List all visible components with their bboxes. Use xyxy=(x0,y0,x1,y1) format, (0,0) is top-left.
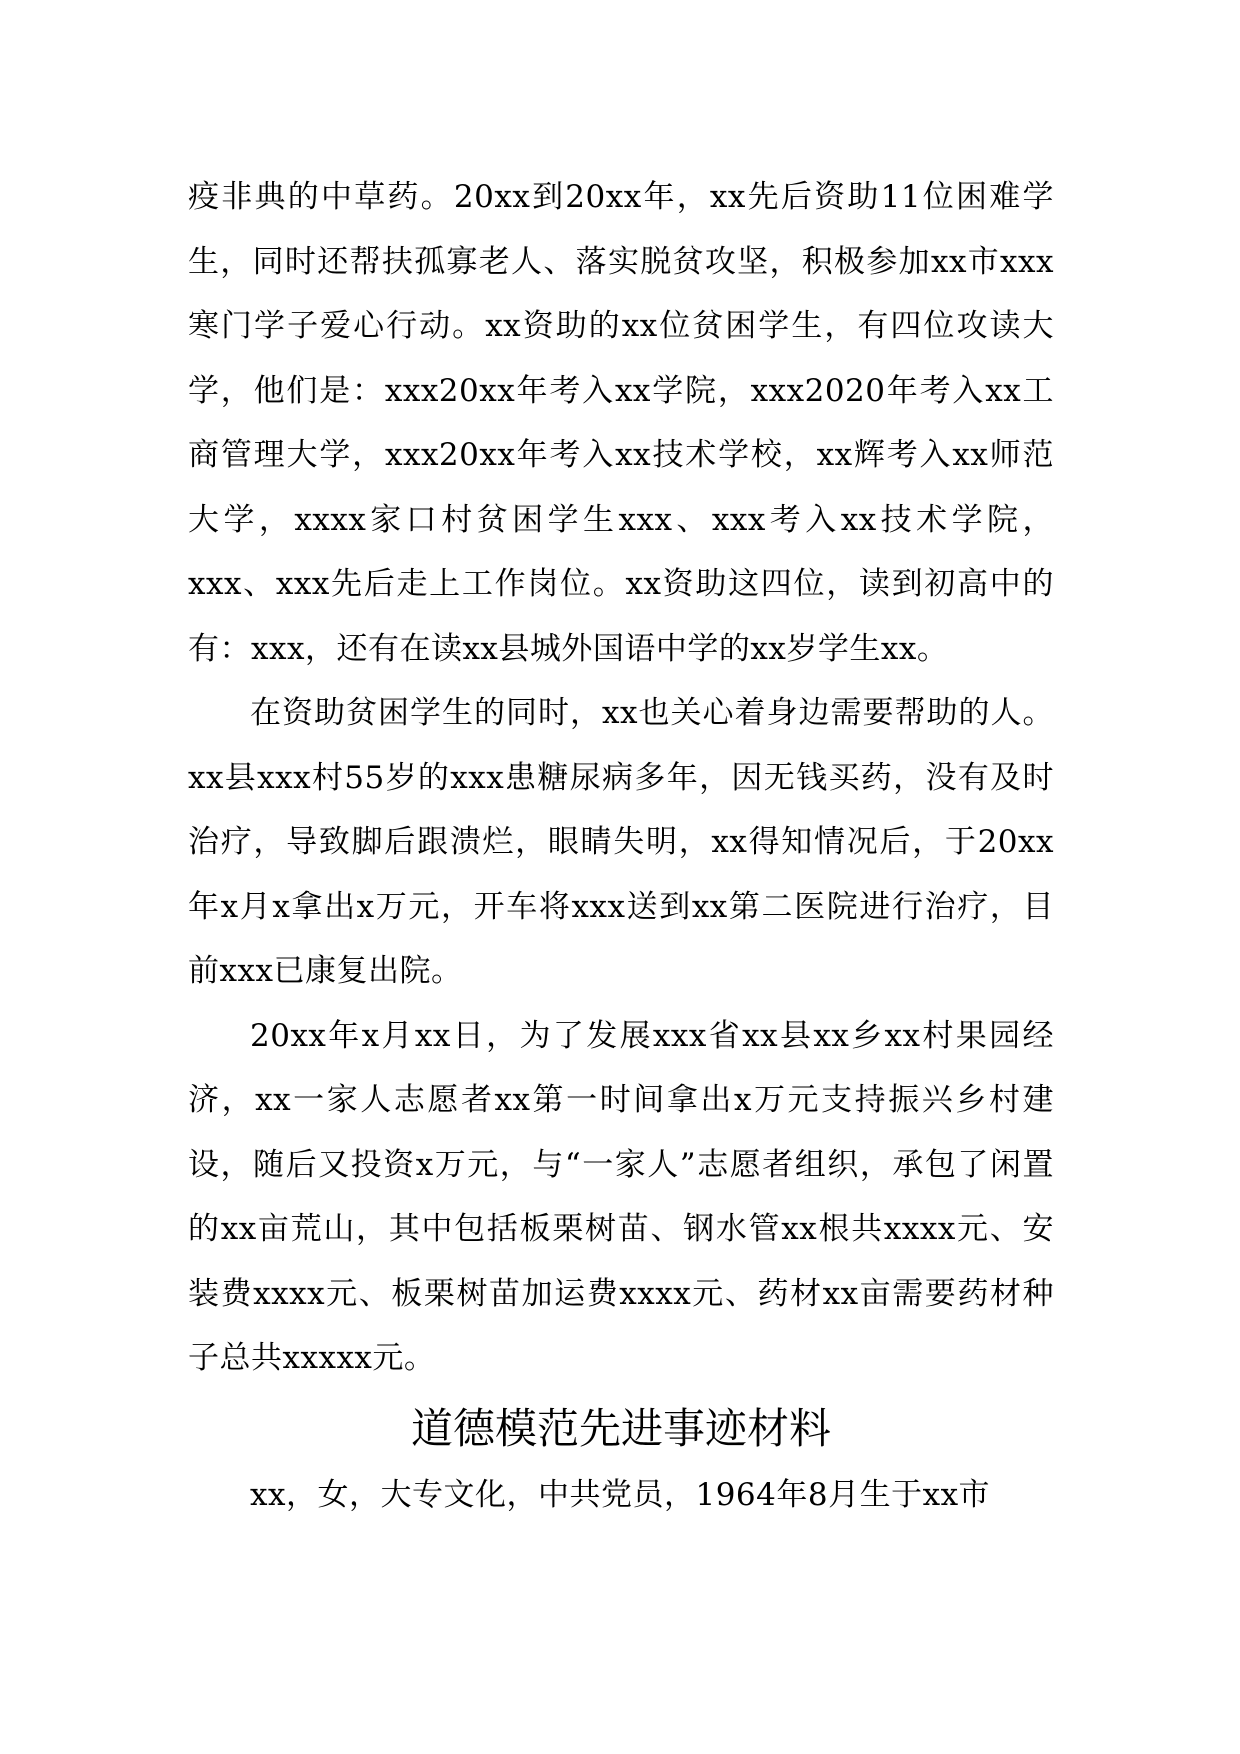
section-heading: 道德模范先进事迹材料 xyxy=(410,1403,831,1453)
paragraph-intro: xx，女，大专文化，中共党员，1964年8月生于xx市 xyxy=(250,1476,991,1513)
paragraph-orchard-investment: 20xx年x月xx日，为了发展xxx省xx县xx乡xx村果园经济，xx一家人志愿者xx第一时间拿出x万元支持振兴乡村建设，随后又投资x万元，与“一家人”志愿者组织，承包了闲置的xx亩荒山，其中包括板栗树苗、钢水管xx根共xxxx元、安装费xxxx元、板栗树苗加运费xxxx元、药材xx亩需要药材种子总共xxxxx元。 xyxy=(188,1017,1054,1376)
document-body xyxy=(188,165,1054,1527)
paragraph-medical-aid: 在资助贫困学生的同时，xx也关心着身边需要帮助的人。xx县xxx村55岁的xxx患糖尿病多年，因无钱买药，没有及时治疗，导致脚后跟溃烂，眼睛失明，xx得知情况后，于20xx年x月x拿出x万元，开车将xxx送到xx第二医院进行治疗，目前xxx已康复出院。 xyxy=(188,695,1054,989)
paragraph-continuation: 疫非典的中草药。20xx到20xx年，xx先后资助11位困难学生，同时还帮扶孤寡老人、落实脱贫攻坚，积极参加xx市xxx寒门学子爱心行动。xx资助的xx位贫困学生，有四位攻读大学，他们是：xxx20xx年考入xx学院，xxx2020年考入xx工商管理大学，xxx20xx年考入xx技术学校，xx辉考入xx师范大学，xxxx家口村贫困学生xxx、xxx考入xx技术学院，xxx、xxx先后走上工作岗位。xx资助这四位，读到初高中的有：xxx，还有在读xx县城外国语中学的xx岁学生xx。 xyxy=(188,179,1054,667)
